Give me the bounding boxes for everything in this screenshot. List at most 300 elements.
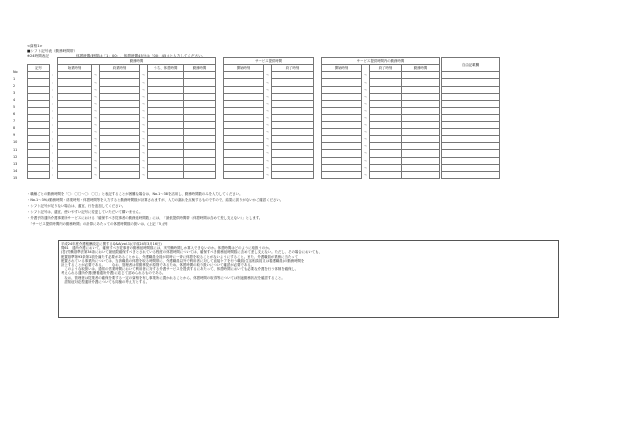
shift-code-table (27, 57, 500, 179)
column-gap (314, 114, 322, 121)
remarks-cell[interactable] (442, 164, 500, 171)
shift-symbol-cell[interactable] (28, 157, 50, 164)
remarks-cell[interactable] (442, 107, 500, 114)
tilde-separator: ～ (363, 73, 368, 78)
tilde-separator: ～ (265, 80, 270, 85)
time-cell[interactable] (100, 72, 140, 79)
shift-symbol-cell[interactable] (28, 100, 50, 107)
time-cell[interactable] (370, 114, 402, 121)
time-cell[interactable] (322, 86, 362, 93)
column-gap (314, 143, 322, 150)
time-cell[interactable] (322, 157, 362, 164)
colon-separator: ： (51, 130, 56, 135)
time-cell[interactable] (184, 143, 216, 150)
time-cell[interactable] (58, 143, 92, 150)
time-cell[interactable] (184, 72, 216, 79)
time-cell[interactable] (100, 79, 140, 86)
time-cell[interactable] (148, 107, 184, 114)
colon-separator: ： (51, 144, 56, 149)
time-cell[interactable] (322, 100, 362, 107)
remarks-cell[interactable] (442, 79, 500, 86)
column-gap (216, 93, 224, 100)
time-cell[interactable] (184, 100, 216, 107)
tilde-separator: ～ (141, 115, 146, 120)
column-gap (314, 100, 322, 107)
column-gap (314, 93, 322, 100)
time-cell[interactable] (184, 107, 216, 114)
tilde-separator: ～ (363, 151, 368, 156)
column-gap (314, 171, 322, 178)
column-gap (216, 100, 224, 107)
tilde-separator: ～ (93, 123, 98, 128)
qa-answer-line: 考えられる通所介護(療養通所介護)に応じて認められるものである。 (61, 271, 166, 276)
shift-row (28, 93, 500, 100)
col-header-svc-start: 開始時刻 (224, 65, 264, 72)
row-number: 3 (13, 90, 16, 95)
group-header-service-time: サービス提供時間 (224, 58, 314, 65)
time-notation-label: ※24時間表記 (27, 54, 49, 58)
time-cell[interactable] (184, 93, 216, 100)
time-cell[interactable] (58, 107, 92, 114)
col-header-end: 終業時刻 (100, 65, 140, 72)
time-cell[interactable] (224, 150, 264, 157)
col-header-sw-hours: 勤務時間 (402, 65, 440, 72)
time-cell[interactable] (322, 107, 362, 114)
row-number: 8 (13, 126, 16, 131)
qa-title: 平成24年度介護報酬改定に関するQ&A(vol.1)(平成24年3月16日) (61, 242, 162, 246)
time-cell[interactable] (322, 129, 362, 136)
time-cell[interactable] (100, 86, 140, 93)
time-cell[interactable] (184, 136, 216, 143)
tilde-separator: ～ (363, 144, 368, 149)
tilde-separator: ～ (141, 165, 146, 170)
shift-symbol-cell[interactable] (28, 143, 50, 150)
shift-symbol-cell[interactable] (28, 122, 50, 129)
time-cell[interactable] (272, 93, 314, 100)
time-cell[interactable] (402, 157, 440, 164)
column-gap (216, 157, 224, 164)
tilde-separator: ～ (141, 108, 146, 113)
row-number: 13 (13, 161, 18, 166)
time-cell[interactable] (100, 136, 140, 143)
tilde-separator: ～ (363, 108, 368, 113)
row-number: 12 (13, 154, 18, 159)
remarks-cell[interactable] (442, 143, 500, 150)
time-cell[interactable] (148, 86, 184, 93)
note-5: ・介護予防通所介護事業所サービスにおける「確保すべき従事者の勤務延時間数」には、「最低提供時間帯（休憩時間は含めて差し支えない）」とします。 (27, 216, 263, 220)
time-cell[interactable] (272, 72, 314, 79)
time-cell[interactable] (100, 114, 140, 121)
time-cell[interactable] (224, 157, 264, 164)
remarks-cell[interactable] (442, 157, 500, 164)
shift-row (28, 129, 500, 136)
time-cell[interactable] (58, 93, 92, 100)
time-cell[interactable] (272, 79, 314, 86)
tilde-separator: ～ (265, 172, 270, 177)
shift-symbol-cell[interactable] (28, 79, 50, 86)
shift-row (28, 143, 500, 150)
tilde-separator: ～ (141, 73, 146, 78)
time-cell[interactable] (58, 100, 92, 107)
tilde-separator: ～ (141, 130, 146, 135)
colon-separator: ： (51, 165, 56, 170)
time-cell[interactable] (322, 164, 362, 171)
time-cell[interactable] (184, 157, 216, 164)
time-cell[interactable] (100, 150, 140, 157)
time-cell[interactable] (224, 171, 264, 178)
tilde-separator: ～ (93, 87, 98, 92)
col-header-hours: 勤務時間 (184, 65, 216, 72)
time-cell[interactable] (224, 114, 264, 121)
time-cell[interactable] (58, 136, 92, 143)
time-cell[interactable] (148, 164, 184, 171)
time-cell[interactable] (184, 122, 216, 129)
time-cell[interactable] (402, 122, 440, 129)
time-cell[interactable] (272, 122, 314, 129)
time-cell[interactable] (58, 164, 92, 171)
column-gap (314, 157, 322, 164)
time-cell[interactable] (402, 86, 440, 93)
time-cell[interactable] (224, 122, 264, 129)
time-cell[interactable] (272, 164, 314, 171)
tilde-separator: ～ (93, 101, 98, 106)
tilde-separator: ～ (363, 115, 368, 120)
tilde-separator: ～ (265, 137, 270, 142)
time-cell[interactable] (148, 72, 184, 79)
shift-row (28, 122, 500, 129)
time-cell[interactable] (402, 107, 440, 114)
remarks-cell[interactable] (442, 171, 500, 178)
shift-row (28, 114, 500, 121)
shift-row (28, 157, 500, 164)
time-cell[interactable] (370, 86, 402, 93)
time-cell[interactable] (224, 143, 264, 150)
time-cell[interactable] (272, 143, 314, 150)
group-header-work-time: 勤務時間 (58, 58, 216, 65)
time-cell[interactable] (100, 143, 140, 150)
shift-row (28, 100, 500, 107)
tilde-separator: ～ (93, 108, 98, 113)
column-gap (216, 107, 224, 114)
time-cell[interactable] (100, 122, 140, 129)
time-cell[interactable] (58, 72, 92, 79)
remarks-cell[interactable] (442, 129, 500, 136)
time-cell[interactable] (402, 93, 440, 100)
row-number: 1 (13, 76, 16, 81)
time-cell[interactable] (100, 171, 140, 178)
column-gap (314, 86, 322, 93)
time-cell[interactable] (224, 100, 264, 107)
tilde-separator: ～ (93, 165, 98, 170)
time-cell[interactable] (184, 150, 216, 157)
time-cell[interactable] (370, 93, 402, 100)
time-cell[interactable] (272, 129, 314, 136)
time-cell[interactable] (370, 72, 402, 79)
time-cell[interactable] (402, 143, 440, 150)
time-cell[interactable] (148, 157, 184, 164)
time-cell[interactable] (148, 114, 184, 121)
column-gap (216, 171, 224, 178)
time-cell[interactable] (100, 107, 140, 114)
time-cell[interactable] (58, 157, 92, 164)
column-gap (216, 150, 224, 157)
column-gap (314, 122, 322, 129)
tilde-separator: ～ (141, 123, 146, 128)
time-cell[interactable] (402, 72, 440, 79)
time-cell[interactable] (402, 150, 440, 157)
column-gap (216, 136, 224, 143)
time-cell[interactable] (402, 164, 440, 171)
time-cell[interactable] (148, 129, 184, 136)
qa-answer-line: 認知症対応型通所介護についても同様の考え方とする。 (61, 279, 150, 284)
time-cell[interactable] (322, 143, 362, 150)
time-cell[interactable] (370, 136, 402, 143)
time-cell[interactable] (58, 122, 92, 129)
tilde-separator: ～ (363, 123, 368, 128)
shift-symbol-cell[interactable] (28, 86, 50, 93)
shift-row (28, 86, 500, 93)
remarks-cell[interactable] (442, 86, 500, 93)
time-cell[interactable] (184, 171, 216, 178)
time-cell[interactable] (370, 171, 402, 178)
row-number: 15 (13, 175, 18, 180)
time-cell[interactable] (322, 136, 362, 143)
time-cell[interactable] (272, 107, 314, 114)
tilde-separator: ～ (265, 144, 270, 149)
column-gap (314, 129, 322, 136)
time-cell[interactable] (402, 114, 440, 121)
shift-symbol-cell[interactable] (28, 136, 50, 143)
tilde-separator: ～ (363, 137, 368, 142)
shift-symbol-cell[interactable] (28, 107, 50, 114)
tilde-separator: ～ (265, 123, 270, 128)
tilde-separator: ～ (93, 80, 98, 85)
row-number: 5 (13, 104, 16, 109)
time-cell[interactable] (224, 107, 264, 114)
time-cell[interactable] (58, 150, 92, 157)
colon-separator: ： (51, 73, 56, 78)
shift-row (28, 136, 500, 143)
time-cell[interactable] (370, 122, 402, 129)
colon-separator: ： (51, 123, 56, 128)
qa-answer-line: 配置されている事業所については、当該職員の休憩を取る時間帯に、介護職員以外で利用者に対して直接ケアを行う職員(生活相談員又は看護職員)の勤務時間を (61, 258, 305, 263)
time-cell[interactable] (224, 86, 264, 93)
time-cell[interactable] (224, 164, 264, 171)
time-cell[interactable] (58, 171, 92, 178)
tilde-separator: ～ (363, 101, 368, 106)
shift-symbol-cell[interactable] (28, 150, 50, 157)
tilde-separator: ～ (93, 137, 98, 142)
time-cell[interactable] (272, 150, 314, 157)
time-cell[interactable] (272, 171, 314, 178)
row-number: 4 (13, 97, 16, 102)
qa-answer-line: 配置基準第93条第1項を満たす必要があることから、介護職員全員が同時に一斉に休憩を取ることがないようにすること。また、介護職員が業務に当たって (61, 254, 299, 259)
time-cell[interactable] (184, 114, 216, 121)
tilde-separator: ～ (363, 158, 368, 163)
shift-symbol-cell[interactable] (28, 72, 50, 79)
qa-answer-line: (答)労働基準法第34条において最低限確保すべきとされている程度の休憩時間については、確保すべき勤務延時間数に含めて差し支えない。ただし、その場合においても、 (61, 250, 323, 255)
remarks-cell[interactable] (442, 93, 500, 100)
row-number: 6 (13, 112, 16, 116)
time-cell[interactable] (224, 129, 264, 136)
col-header-sw-end: 終了時刻 (370, 65, 402, 72)
time-cell[interactable] (370, 150, 402, 157)
time-cell[interactable] (148, 171, 184, 178)
shift-table-title: ■シフト記号表（勤務時間帯） (27, 49, 78, 53)
column-gap (314, 107, 322, 114)
colon-separator: ： (51, 158, 56, 163)
col-header-no: No (13, 70, 18, 74)
time-cell[interactable] (58, 79, 92, 86)
tilde-separator: ～ (265, 158, 270, 163)
col-header-sw-start: 開始時刻 (322, 65, 362, 72)
column-gap (314, 150, 322, 157)
row-number: 10 (13, 140, 18, 145)
time-cell[interactable] (184, 164, 216, 171)
column-gap (216, 86, 224, 93)
remarks-cell[interactable] (442, 136, 500, 143)
remarks-cell[interactable] (442, 114, 500, 121)
time-cell[interactable] (58, 114, 92, 121)
tilde-separator: ～ (93, 172, 98, 177)
time-cell[interactable] (370, 143, 402, 150)
time-cell[interactable] (148, 150, 184, 157)
qa-answer-line: なお、管理者は従業者の確保を要する一定の資格を有し事業所に置かれることから、休憩時間の取得等については別途勤務状況を確認すること。 (61, 275, 285, 280)
time-cell[interactable] (184, 79, 216, 86)
time-cell[interactable] (402, 129, 440, 136)
time-cell[interactable] (148, 79, 184, 86)
time-cell[interactable] (370, 157, 402, 164)
colon-separator: ： (51, 172, 56, 177)
time-cell[interactable] (272, 157, 314, 164)
shift-row (28, 150, 500, 157)
column-gap (216, 143, 224, 150)
row-number: 7 (13, 119, 16, 124)
shift-symbol-cell[interactable] (28, 171, 50, 178)
time-cell[interactable] (184, 86, 216, 93)
col-header-break: うち、休憩時間 (148, 65, 184, 72)
remarks-cell[interactable] (442, 72, 500, 79)
shift-symbol-cell[interactable] (28, 114, 50, 121)
shift-symbol-cell[interactable] (28, 164, 50, 171)
tilde-separator: ～ (93, 94, 98, 99)
shift-symbol-cell[interactable] (28, 93, 50, 100)
tilde-separator: ～ (363, 87, 368, 92)
time-cell[interactable] (272, 136, 314, 143)
time-cell[interactable] (224, 93, 264, 100)
time-cell[interactable] (272, 114, 314, 121)
time-cell[interactable] (402, 171, 440, 178)
time-cell[interactable] (322, 122, 362, 129)
time-cell[interactable] (322, 72, 362, 79)
time-cell[interactable] (402, 79, 440, 86)
colon-separator: ： (51, 87, 56, 92)
time-cell[interactable] (370, 129, 402, 136)
tilde-separator: ～ (141, 172, 146, 177)
tilde-separator: ～ (265, 94, 270, 99)
time-cell[interactable] (148, 136, 184, 143)
time-cell[interactable] (322, 171, 362, 178)
time-cell[interactable] (272, 86, 314, 93)
colon-separator: ： (51, 80, 56, 85)
column-gap (216, 129, 224, 136)
tilde-separator: ～ (265, 115, 270, 120)
tilde-separator: ～ (363, 80, 368, 85)
colon-separator: ： (51, 94, 56, 99)
time-cell[interactable] (148, 93, 184, 100)
time-cell[interactable] (322, 79, 362, 86)
tilde-separator: ～ (265, 101, 270, 106)
time-cell[interactable] (370, 164, 402, 171)
time-cell[interactable] (370, 107, 402, 114)
row-number: 11 (13, 147, 18, 152)
tilde-separator: ～ (265, 108, 270, 113)
time-cell[interactable] (402, 100, 440, 107)
time-cell[interactable] (58, 86, 92, 93)
time-cell[interactable] (370, 100, 402, 107)
tilde-separator: ～ (141, 144, 146, 149)
time-cell[interactable] (100, 93, 140, 100)
tilde-separator: ～ (265, 165, 270, 170)
tilde-separator: ～ (265, 151, 270, 156)
tilde-separator: ～ (93, 73, 98, 78)
remarks-cell[interactable] (442, 122, 500, 129)
tilde-separator: ～ (363, 172, 368, 177)
time-cell[interactable] (148, 143, 184, 150)
time-cell[interactable] (100, 157, 140, 164)
tilde-separator: ～ (93, 144, 98, 149)
qa-reference-box (58, 240, 559, 318)
tilde-separator: ～ (93, 130, 98, 135)
time-cell[interactable] (100, 100, 140, 107)
tilde-separator: ～ (363, 94, 368, 99)
time-cell[interactable] (100, 164, 140, 171)
tilde-separator: ～ (141, 137, 146, 142)
tilde-separator: ～ (141, 158, 146, 163)
remarks-cell[interactable] (442, 150, 500, 157)
time-cell[interactable] (58, 129, 92, 136)
shift-symbol-cell[interactable] (28, 129, 50, 136)
time-cell[interactable] (224, 136, 264, 143)
col-header-symbol: 記号 (28, 65, 50, 72)
tilde-separator: ～ (93, 115, 98, 120)
time-cell[interactable] (272, 100, 314, 107)
row-number: 2 (13, 83, 16, 88)
colon-separator: ： (51, 108, 56, 113)
row-number: 9 (13, 133, 16, 138)
row-number: 14 (13, 168, 18, 173)
time-cell[interactable] (148, 122, 184, 129)
time-cell[interactable] (322, 93, 362, 100)
shift-row (28, 72, 500, 79)
time-cell[interactable] (322, 150, 362, 157)
time-cell[interactable] (370, 79, 402, 86)
time-cell[interactable] (322, 114, 362, 121)
tilde-separator: ～ (93, 151, 98, 156)
shift-row (28, 79, 500, 86)
time-cell[interactable] (402, 136, 440, 143)
tilde-separator: ～ (363, 165, 368, 170)
time-cell[interactable] (100, 129, 140, 136)
time-cell[interactable] (184, 129, 216, 136)
time-cell[interactable] (148, 100, 184, 107)
column-gap (216, 72, 224, 79)
time-cell[interactable] (224, 79, 264, 86)
tilde-separator: ～ (141, 101, 146, 106)
time-cell[interactable] (224, 72, 264, 79)
remarks-cell[interactable] (442, 100, 500, 107)
tilde-separator: ～ (265, 130, 270, 135)
